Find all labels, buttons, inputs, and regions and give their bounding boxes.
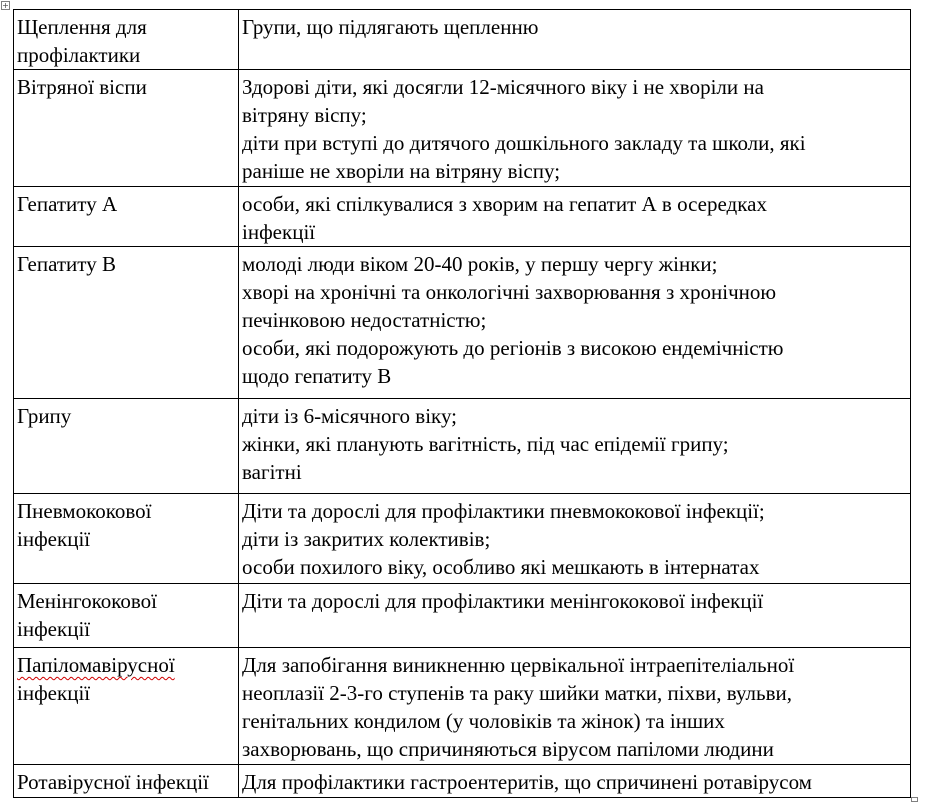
table-move-handle-icon[interactable]: + — [2, 1, 9, 10]
groups-text: вагітні — [242, 460, 302, 484]
header-cell-groups — [239, 10, 911, 70]
disease-text: Гепатиту А — [17, 192, 118, 216]
disease-cell — [14, 187, 239, 247]
groups-cell — [239, 399, 911, 494]
table-row — [14, 584, 911, 648]
header-text: Групи, що підлягають щепленню — [242, 15, 539, 39]
disease-cell — [14, 584, 239, 648]
groups-text: Для запобігання виникненню цервікальної інтраепітеліальної — [242, 653, 795, 677]
groups-text: діти із 6-місячного віку; — [242, 404, 458, 428]
groups-text: особи, які спілкувалися з хворим на гепатит А в осередках — [242, 192, 767, 216]
disease-cell — [14, 247, 239, 399]
disease-cell — [14, 494, 239, 584]
groups-text: Діти та дорослі для профілактики менінгококової інфекції — [242, 589, 764, 613]
groups-text: хворі на хронічні та онкологічні захворювання з хронічною — [242, 280, 777, 304]
disease-text: Папіломавірусної — [17, 653, 175, 677]
groups-text: Діти та дорослі для профілактики пневмококової інфекції; — [242, 499, 765, 523]
disease-cell — [14, 648, 239, 765]
groups-text: захворювань, що спричиняються вірусом папіломи людини — [242, 737, 774, 761]
groups-text: діти із закритих колективів; — [242, 527, 491, 551]
groups-cell — [239, 494, 911, 584]
groups-cell — [239, 187, 911, 247]
table-row — [14, 187, 911, 247]
disease-text: Пневмококової — [17, 499, 152, 523]
groups-text: особи, які подорожують до регіонів з високою ендемічністю — [242, 336, 784, 360]
header-text: Щеплення для — [17, 15, 147, 39]
groups-cell — [239, 70, 911, 187]
groups-text: неоплазії 2-3-го ступенів та раку шийки матки, піхви, вульви, — [242, 681, 792, 705]
groups-text: щодо гепатиту В — [242, 364, 392, 388]
disease-text: Менінгококової — [17, 589, 157, 613]
table-header-row — [14, 10, 911, 70]
disease-cell — [14, 765, 239, 798]
groups-text: печінковою недостатністю; — [242, 308, 487, 332]
groups-cell — [239, 765, 911, 798]
groups-text: жінки, які планують вагітність, під час епідемії грипу; — [242, 432, 729, 456]
groups-text: Для профілактики гастроентеритів, що спричинені ротавірусом — [242, 770, 812, 794]
table-row — [14, 399, 911, 494]
table-row — [14, 648, 911, 765]
disease-text: Грипу — [17, 404, 72, 428]
groups-text: вітряну віспу; — [242, 103, 367, 127]
disease-text: інфекції — [17, 681, 91, 705]
table-row — [14, 70, 911, 187]
table-row — [14, 247, 911, 399]
disease-text: інфекції — [17, 617, 91, 641]
groups-text: інфекції — [242, 220, 316, 244]
disease-cell — [14, 399, 239, 494]
disease-cell — [14, 70, 239, 187]
header-text: профілактики — [17, 43, 141, 67]
groups-text: особи похилого віку, особливо які мешкають в інтернатах — [242, 555, 760, 579]
header-cell-vaccination — [14, 10, 239, 70]
groups-text: молоді люди віком 20-40 років, у першу чергу жінки; — [242, 252, 718, 276]
groups-text: генітальних кондилом (у чоловіків та жінок) та інших — [242, 709, 725, 733]
table-row — [14, 494, 911, 584]
groups-cell — [239, 247, 911, 399]
disease-text: Ротавірусної інфекції — [17, 770, 209, 794]
groups-text: діти при вступі до дитячого дошкільного закладу та школи, які — [242, 131, 806, 155]
table-row — [14, 765, 911, 798]
disease-text: Гепатиту В — [17, 252, 116, 276]
table-resize-handle-icon[interactable] — [911, 797, 918, 802]
groups-text: раніше не хворіли на вітряну віспу; — [242, 159, 561, 183]
vaccination-table — [13, 9, 911, 798]
groups-text: Здорові діти, які досягли 12-місячного віку і не хворіли на — [242, 75, 764, 99]
groups-cell — [239, 584, 911, 648]
groups-cell — [239, 648, 911, 765]
disease-text: Вітряної віспи — [17, 75, 147, 99]
disease-text: інфекції — [17, 527, 91, 551]
